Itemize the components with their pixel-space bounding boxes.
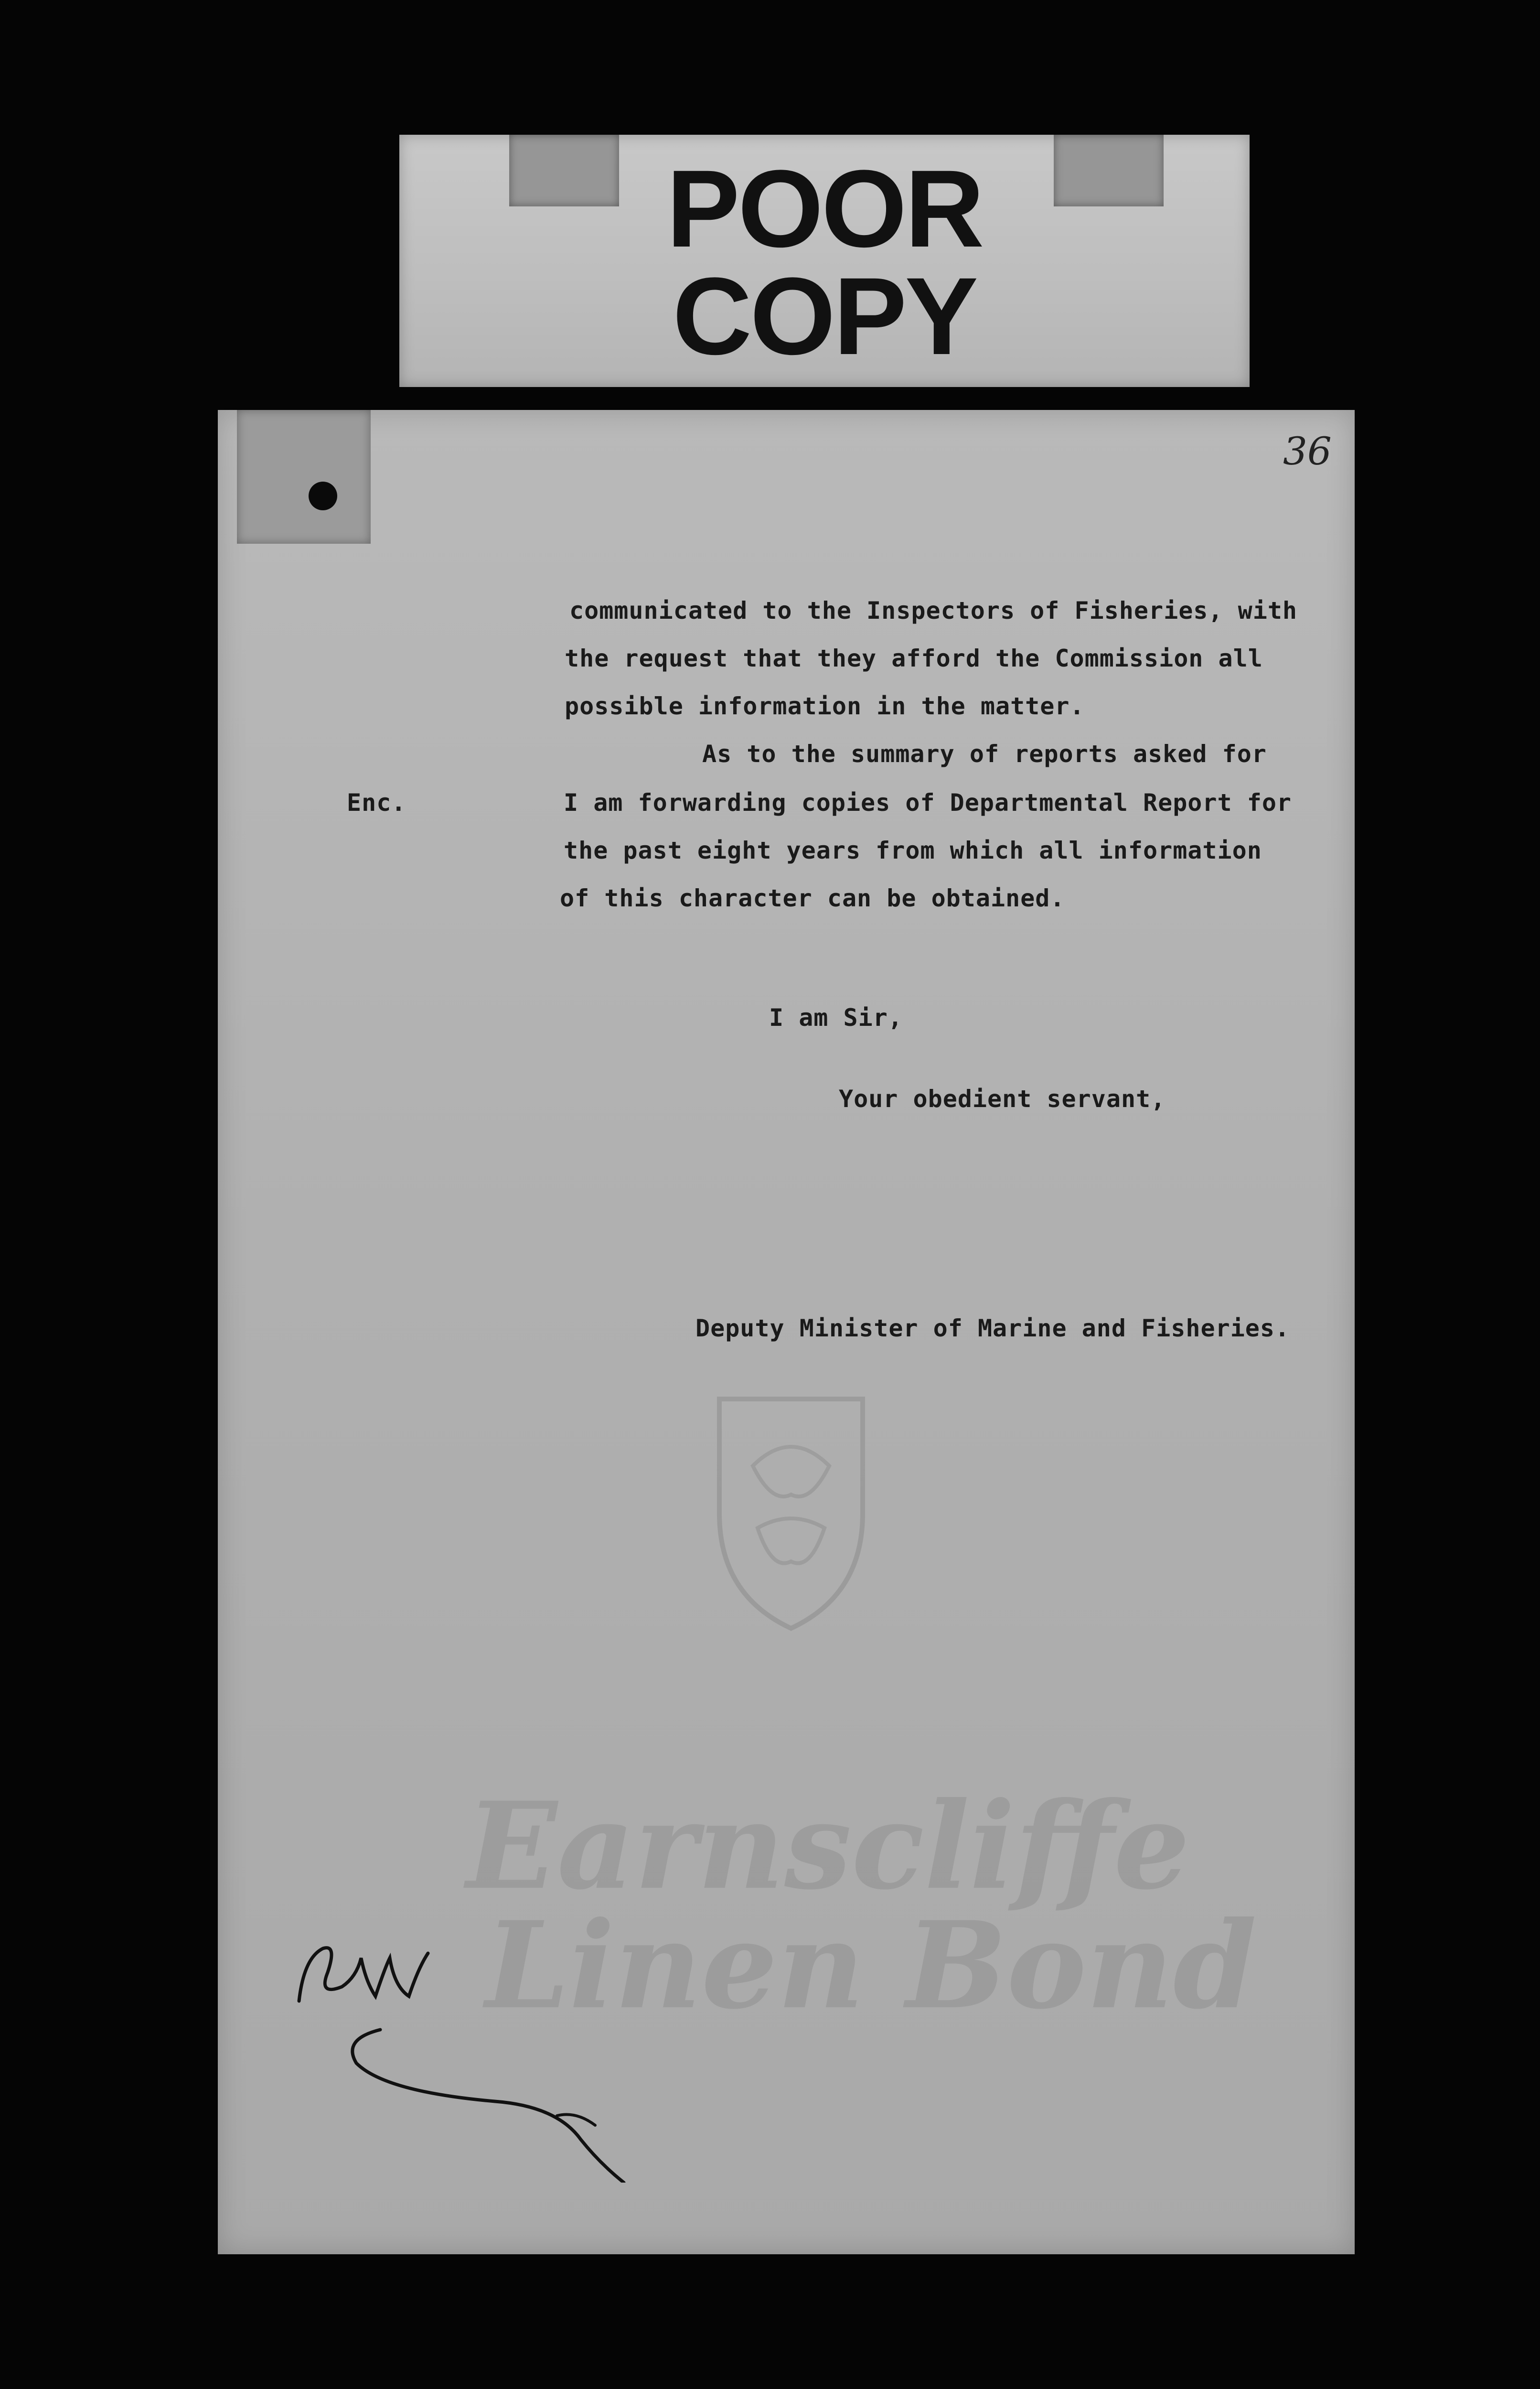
valediction-line: Your obedient servant,	[839, 1085, 1166, 1113]
body-line: possible information in the matter.	[565, 692, 1085, 720]
closing-line: I am Sir,	[769, 1004, 903, 1032]
watermark-line-2: Linen Bond	[485, 1895, 1257, 2035]
signatory-title: Deputy Minister of Marine and Fisheries.	[695, 1314, 1290, 1342]
body-line: the request that they afford the Commission all	[565, 645, 1263, 672]
punch-hole	[309, 482, 337, 510]
document-sheet	[218, 410, 1355, 2254]
handwritten-initials-icon	[289, 1915, 652, 2183]
stamp-line-2: COPY	[673, 255, 976, 377]
body-line: of this character can be obtained.	[560, 884, 1065, 912]
margin-note: Enc.	[347, 789, 406, 817]
body-line: I am forwarding copies of Departmental Report for	[564, 789, 1292, 817]
watermark-line-1: Earnscliffe	[466, 1776, 1190, 1916]
tape-piece	[237, 410, 371, 544]
body-line: the past eight years from which all information	[564, 837, 1262, 864]
body-line: communicated to the Inspectors of Fisheries, with	[569, 597, 1298, 624]
poor-copy-stamp	[399, 135, 1250, 387]
watermark-crest-icon	[700, 1370, 882, 1638]
page-number: 36	[1283, 429, 1332, 473]
stamp-line-1: POOR	[666, 147, 983, 270]
body-line: As to the summary of reports asked for	[702, 740, 1267, 768]
